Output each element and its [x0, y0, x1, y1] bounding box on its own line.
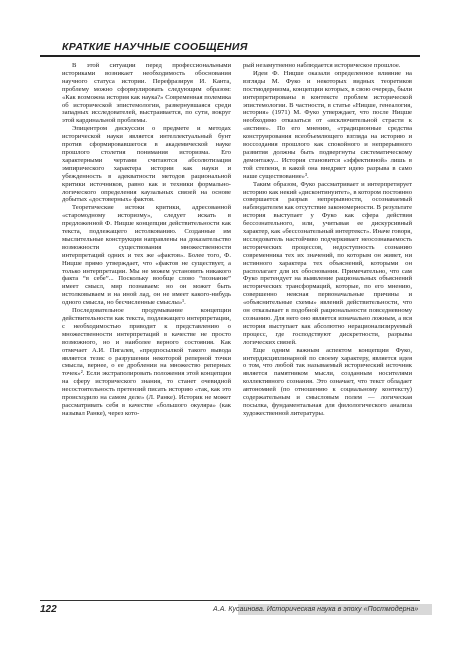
paragraph: В этой ситуации перед профессиональными историками возникает необходимость обоснования научного статуса истории. Перефразируя И. Канта, проблему можно сформулировать следующим образом: «Как возможна история как наука?» Современная полемика об исторической эпистемологии, развернувшаяся среди западных исследователей, выстраивается, по сути, вокруг этой кардинальной проблемы.: [62, 62, 231, 125]
right-column: [243, 62, 412, 597]
page-footer: [40, 600, 420, 617]
paragraph: Теоретические истоки критики, адресованной «старомодному историзму», следует искать в предложенной Ф. Ницше концепции действительности как текста, подлежащего истолкованию. Созданные им мыслительные конструкции направлены на доказательство возможности существования множественности интерпретаций одних и тех же «фактов». Более того, Ф. Ницше прямо утверждает, что «фактов не существует, а только интерпретации. Мы не можем установить никакого факта “в себе”... Поскольку вообще слово “познание” имеет смысл, мир познаваем: но он может быть истолковываем и на иной лад, он не имеет какого-нибудь одного смысла, но бесчисленные смыслы»¹.: [62, 204, 231, 307]
paragraph: Еще одним важным аспектом концепции Фуко, интердисциплинарной по своему характеру, является идея о том, что любой так называемый исторический источник является памятником мысли, созданным носителями коллективного сознания. Это означает, что текст обладает автономией (по отношению к социальному контексту) содержательным и смысловым полем — логическая посылка, фундаментальная для филологического анализа художественной литературы.: [243, 346, 412, 417]
page-number: 122: [40, 604, 57, 615]
paragraph-continued: рый незамутненно наблюдается историческое прошлое.: [243, 62, 401, 69]
paragraph: Идеи Ф. Ницше оказали определенное влияние на взгляды М. Фуко и некоторых видных теоретиков постмодернизма, концепции которых, в свою очередь, были интерпретированы в контексте проблем исторической эпистемологии. В частности, в статье «Ницше, генеалогия, история» (1971) М. Фуко утверждает, что после Ницше необходимо отказаться от «исключительной страсти к «истине». По его мнению, «традиционные средства конструирования всеобъемлющего взгляда на историю и воссоздания прошлого как спокойного и непрерывного развития должны быть подвергнуты систематическому демонтажу... История становится «эффективной» лишь в той степени, в какой она внедряет идею разрыва в само наше существование»³.: [243, 69, 412, 180]
left-column: [62, 62, 231, 597]
section-title: КРАТКИЕ НАУЧНЫЕ СООБЩЕНИЯ: [62, 41, 248, 53]
page-header: [40, 40, 420, 57]
paragraph: Последовательное продумывание концепции действительности как текста, подлежащего интерпретации, с необходимостью приводит к представлению о множественности интерпретаций в качестве не просто возможного, но и наиболее верного состояния. Как отмечает А.И. Пигалев, «предпосылкой такого вывода является тезис о разрушении некоторой реперной точки смысла, вернее, о ее дроблении на множество реперных точек»². Если экстраполировать положения этой концепции на сферу исторического знания, то станет очевидной несостоятельность претензий писать историю «так, как это происходило на самом деле» (Л. Ранке). Историк не может рассматривать себя в качестве «большого окуляра» (как называл Ранке), через кото-: [62, 307, 231, 417]
body-text: [62, 62, 412, 597]
header-rule: [40, 55, 420, 57]
paragraph: Эпицентром дискуссии о предмете и методах исторической науки является интеллектуальный бунт против сформировавшегося в академической науке прошлого столетия понимания историзма. Его характерными чертами считаются абсолютизация эмпирического характера истории как науки и убежденность в адекватности методов рациональной критики источников, равно как и техники формально-логического определения каузальных связей на основе добытых «достоверных» фактов.: [62, 125, 231, 204]
paragraph: Таким образом, Фуко рассматривает и интерпретирует историю как некий «дисконтинуитет», в котором постоянно совершается разрыв непрерывности, осознаваемый наблюдателем как отсутствие закономерности. В результате история выступает у Фуко как сфера действия бессознательного, или, учитывая ее дискурсивный характер, как «бессознательный интертекст». Иначе говоря, исследователь настойчиво подчеркивает неосознаваемость исторических процессов, недоступность сознанию современника тех их значений, по которым он живет, ни истинного характера тех объяснений, которыми он располагает для их обоснования. Примечательно, что сам Фуко претендует на выявление рациональных объяснений исторических трансформаций, которые, по его мнению, совершенно неясная первоначальные причины и «объяснительные схемы» явлений действительности, что он отказывает в подобной рациональности повседневному сознанию. Для него оно является изначально ложным, а вся история выступает как абсолютно нерационализируемый процесс, где господствуют дискретности, разрывы логических связей.: [243, 180, 412, 346]
running-footer: А.А. Кусаинова. Историческая наука в эпоху «Постмодерна»: [213, 605, 419, 613]
